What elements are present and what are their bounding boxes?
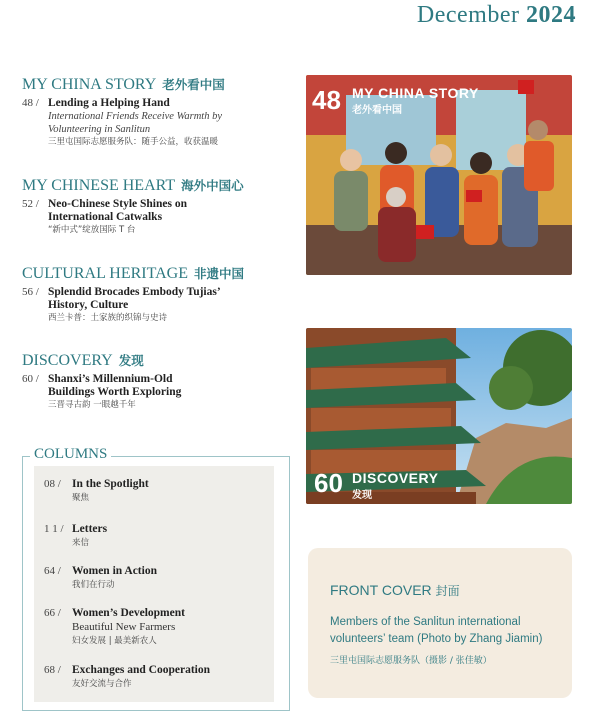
section-heading-my-china-story[interactable] [22, 75, 225, 94]
columns-heading: COLUMNS [30, 446, 111, 463]
section-heading-cultural-heritage[interactable] [22, 264, 244, 283]
column-item-66[interactable] [44, 606, 185, 648]
front-cover-caption: Members of the Sanlitun international volunteers’ team (Photo by Zhang Jiamin) [330, 616, 543, 645]
column-item-64[interactable] [44, 564, 157, 592]
section-title-en: MY CHINESE HEART [22, 177, 176, 194]
article-title-cont: History, Culture [48, 299, 129, 311]
article-title: Shanxi’s Millennium-Old [48, 373, 173, 385]
section-title-en: DISCOVERY [22, 352, 113, 369]
front-cover-label-zh: 封面 [435, 584, 460, 598]
volunteers-photo-illustration [306, 75, 572, 275]
page-number: 56 / [22, 286, 39, 298]
article-subtitle: International Friends Receive Warmth by [48, 111, 222, 122]
section-heading-discovery[interactable] [22, 351, 144, 370]
photo-section-title-zh: 老外看中国 [352, 105, 402, 116]
photo-my-china-story[interactable] [306, 75, 572, 275]
issue-year: 2024 [526, 2, 576, 28]
column-title: In the Spotlight [72, 478, 149, 490]
column-title-zh: 友好交流与合作 [72, 679, 132, 689]
front-cover-caption-zh: 三里屯国际志愿服务队（摄影 / 张佳敏） [330, 656, 492, 666]
column-title: Letters [72, 523, 108, 535]
column-title: Women’s Development [72, 607, 185, 619]
article-subtitle-cont: Volunteering in Sanlitun [48, 124, 151, 135]
photo-page-number: 48 [312, 85, 341, 115]
toc-entry-56[interactable] [22, 286, 282, 325]
section-title-zh: 非遗中国 [193, 266, 244, 281]
article-title: Splendid Brocades Embody Tujias’ [48, 286, 221, 298]
section-heading-my-chinese-heart[interactable] [22, 176, 244, 195]
toc-entry-52[interactable] [22, 198, 282, 237]
article-title-zh: 三里屯国际志愿服务队：随手公益，收获温暖 [48, 137, 219, 147]
column-title-zh: 妇女发展 | 最美新农人 [72, 636, 157, 646]
section-title-en: MY CHINA STORY [22, 76, 157, 93]
column-title-zh: 聚焦 [72, 493, 90, 503]
section-title-en: CULTURAL HERITAGE [22, 265, 188, 282]
page-number: 52 / [22, 198, 39, 210]
front-cover-label-en: FRONT COVER [330, 582, 432, 598]
column-title: Women in Action [72, 565, 157, 577]
column-title: Exchanges and Cooperation [72, 664, 211, 676]
page-number: 66 / [44, 607, 61, 619]
article-title-cont: Buildings Worth Exploring [48, 386, 182, 398]
issue-date [417, 2, 576, 29]
photo-section-title-zh: 发现 [352, 490, 372, 501]
article-title-cont: International Catwalks [48, 211, 163, 223]
photo-section-title: DISCOVERY [352, 470, 439, 486]
article-title-zh: 西兰卡普：土家族的织锦与史诗 [48, 313, 168, 323]
toc-entry-60[interactable] [22, 373, 282, 412]
article-title-zh: “新中式”绽放国际 T 台 [48, 225, 136, 235]
photo-section-title: MY CHINA STORY [352, 85, 479, 101]
section-title-zh: 老外看中国 [162, 77, 225, 92]
temple-photo-illustration [306, 328, 572, 504]
page-number: 64 / [44, 565, 61, 577]
front-cover-label [330, 582, 460, 599]
column-title-zh: 我们在行动 [72, 580, 115, 590]
photo-discovery[interactable] [306, 328, 572, 504]
toc-entry-48[interactable] [22, 97, 282, 149]
photo-page-number: 60 [314, 468, 343, 498]
page-number: 60 / [22, 373, 39, 385]
page-number: 48 / [22, 97, 39, 109]
column-title-cont: Beautiful New Farmers [72, 621, 176, 633]
column-item-68[interactable] [44, 663, 210, 691]
page-number: 1 1 / [44, 523, 64, 535]
issue-month: December [416, 2, 520, 28]
section-title-zh: 发现 [118, 353, 144, 368]
column-title-zh: 来信 [72, 538, 90, 548]
column-item-11[interactable] [44, 522, 107, 550]
page-number: 08 / [44, 478, 61, 490]
article-title: Lending a Helping Hand [48, 97, 170, 109]
column-item-08[interactable] [44, 477, 149, 505]
page-number: 68 / [44, 664, 61, 676]
article-title-zh: 三晋寻古韵 一眼越千年 [48, 400, 136, 410]
section-title-zh: 海外中国心 [181, 178, 244, 193]
article-title: Neo-Chinese Style Shines on [48, 198, 187, 210]
